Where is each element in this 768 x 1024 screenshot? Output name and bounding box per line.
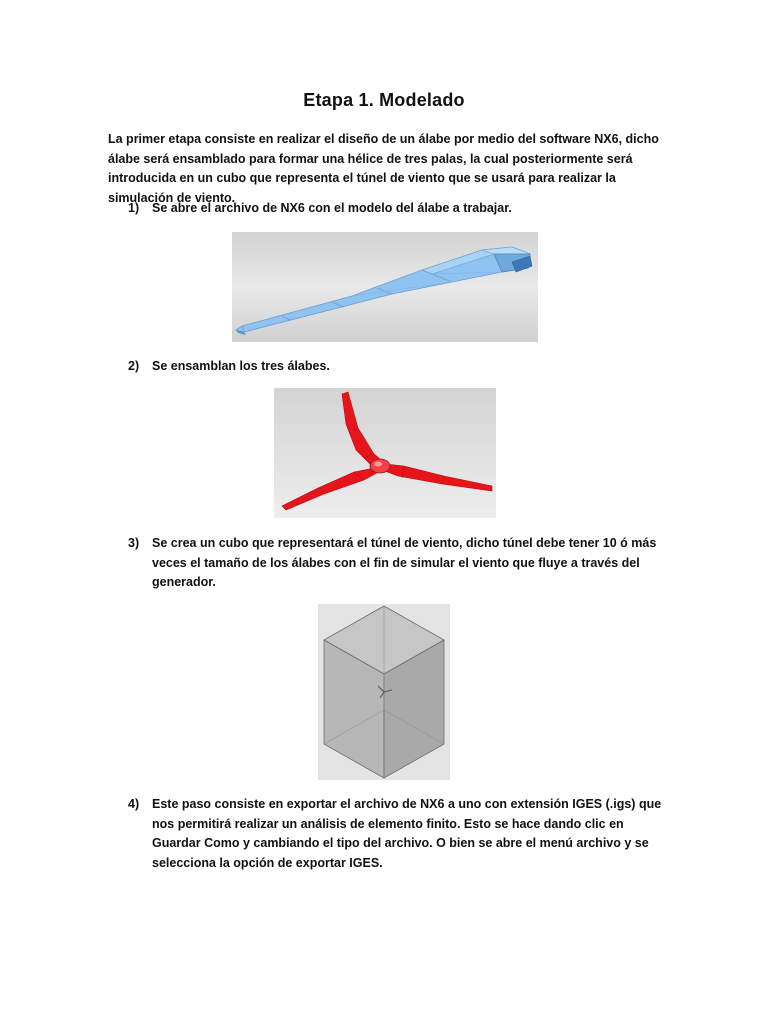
step-2-text: Se ensamblan los tres álabes. <box>152 359 330 373</box>
blade-assembly-image <box>274 388 496 518</box>
step-4-text: Este paso consiste en exportar el archivo de NX6 a uno con extensión IGES (.igs) que nos permitirá realizar un análisis de elemento finito. Esto se hace dando clic en Guardar Como y cambiando el tipo del archivo. O bien se abre el menú archivo y se selecciona la opción de exportar IGES. <box>152 797 662 870</box>
intro-paragraph: La primer etapa consiste en realizar el diseño de un álabe por medio del software NX6, dicho álabe será ensamblado para formar una hélice de tres palas, la cual posteriormente será introducida en un cubo que representa el túnel de viento que se usará para realizar la simulación de viento. <box>108 132 659 205</box>
step-1-text: Se abre el archivo de NX6 con el modelo del álabe a trabajar. <box>152 201 512 215</box>
step-3-text: Se crea un cubo que representará el túnel de viento, dicho túnel debe tener 10 ó más veces el tamaño de los álabes con el fin de simular el viento que fluye a través del generador. <box>152 536 657 589</box>
wind-tunnel-cube-image <box>318 604 450 780</box>
step-1-number: 1) <box>128 201 140 215</box>
figure-blade-model <box>232 232 538 342</box>
figure-blade-assembly <box>274 388 496 518</box>
step-4-number: 4) <box>128 797 140 811</box>
step-2-number: 2) <box>128 359 140 373</box>
figure-wind-tunnel-cube <box>318 604 450 780</box>
blade-model-image <box>232 232 538 342</box>
page-title: Etapa 1. Modelado <box>303 90 465 110</box>
step-3-number: 3) <box>128 536 140 550</box>
